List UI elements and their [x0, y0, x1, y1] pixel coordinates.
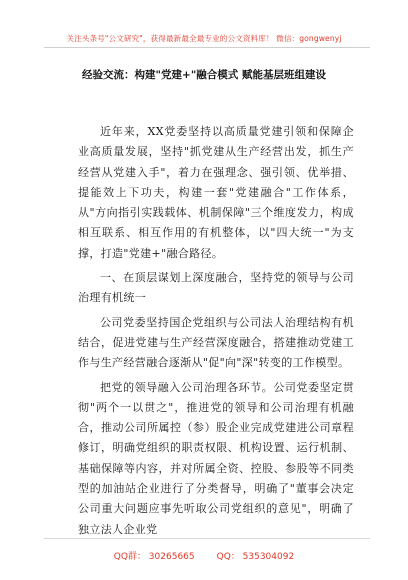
page-footer: [0, 540, 408, 570]
document-body: [78, 122, 354, 544]
footer-qq-contact: QQ： 535304092: [216, 551, 295, 562]
footer-divider: [44, 538, 370, 539]
page-header: [0, 0, 408, 46]
header-divider: [44, 47, 370, 48]
footer-qq-group: QQ群： 30265665: [113, 551, 195, 562]
body-paragraph: 近年来，XX党委坚持以高质量党建引领和保障企业高质量发展，坚持"抓党建从生产经营出发，抓生产经营从党建入手"，着力在强理念、强引领、优举措、提能效上下功夫，构建一套"党建融合"工作体系，从"方向指引实践载体、机制保障"三个维度发力，构成相互联系、相互作用的有机整体，以"四大统一"为支撑，打造"党建+"融合路径。: [78, 125, 354, 260]
body-paragraph: 公司党委坚持国企党组织与公司法人治理结构有机结合，促进党建与生产经营深度融合，搭建推动党建工作与生产经营融合逐渐从"促"向"深"转变的工作模型。: [78, 315, 354, 370]
document-title: 经验交流：构建"党建+"融合模式 赋能基层班组建设: [82, 69, 326, 81]
header-promo-text: 关注头条号"公文研究"，获得最新最全最专业的公文资料库！ 微信：gongwenyj: [66, 34, 342, 43]
body-paragraph: 把党的领导融入公司治理各环节。公司党委坚定贯彻"两个一以贯之"，推进党的领导和公司治理有机融合，推动公司所属控（参）股企业完成党建进公司章程修订，明确党组织的职责权限、机构设置、运行机制、基础保障等内容，并对所属全资、控股、参股等不同类型的加油站企业进行了分类督导，明确了"董事会决定公司重大问题应事先听取公司党组织的意见"，明确了独立法人企业党: [78, 380, 354, 536]
section-heading: 一、在顶层谋划上深度融合，坚持党的领导与公司治理有机统一: [78, 271, 354, 305]
